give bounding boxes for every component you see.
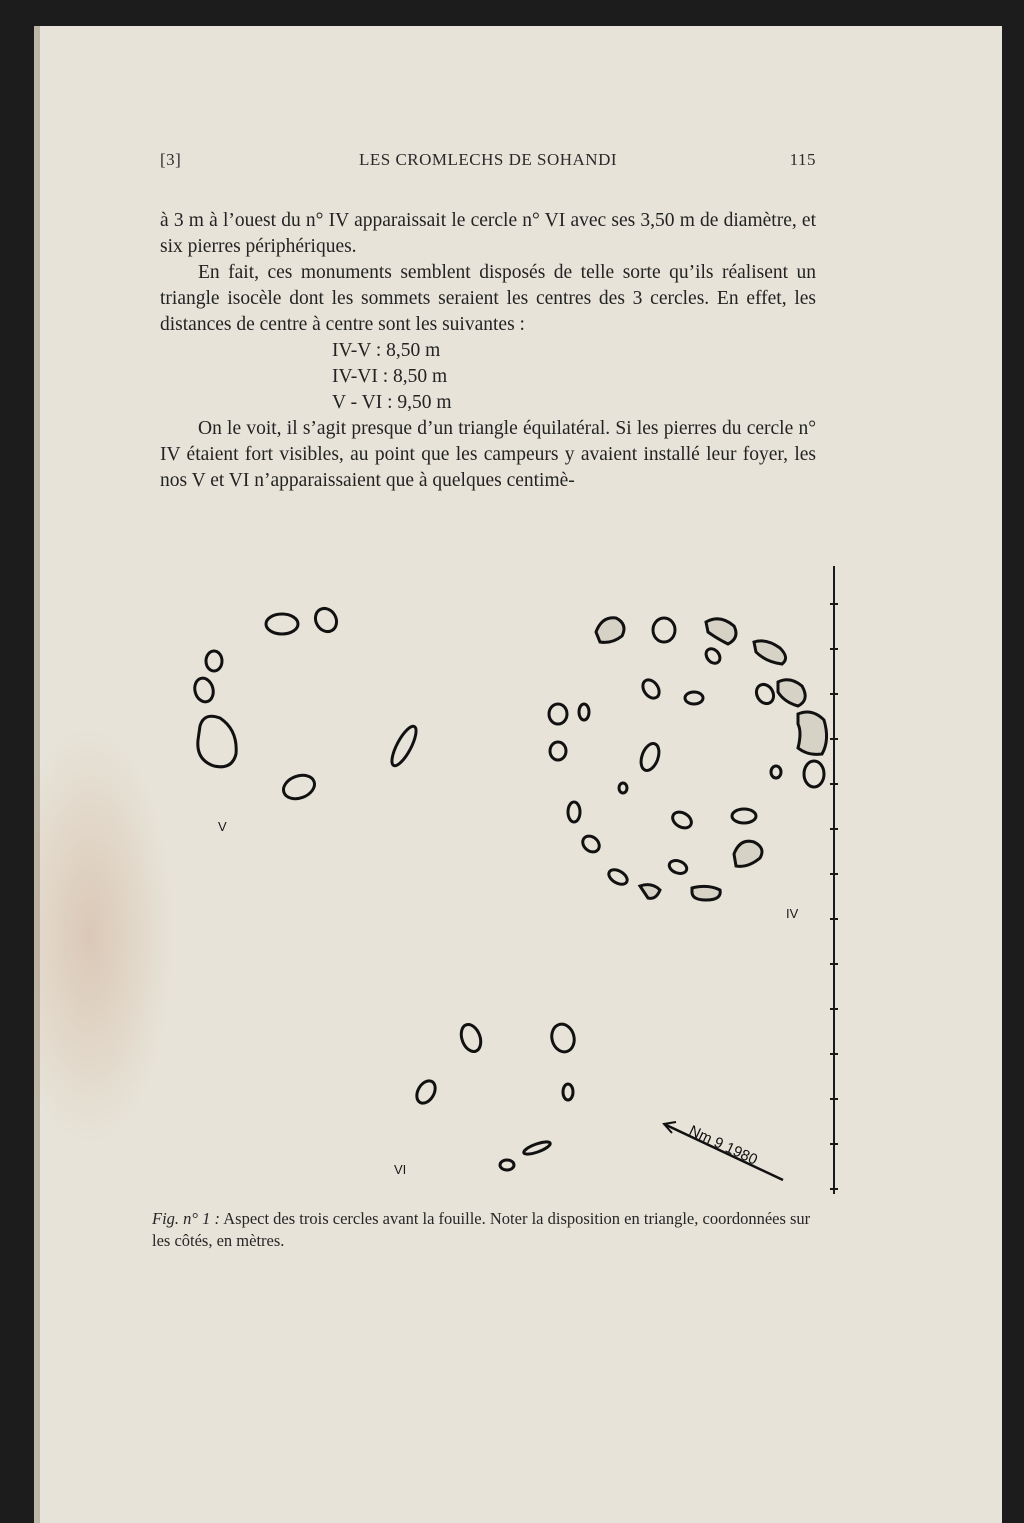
running-header [160, 150, 816, 174]
frame-ticks [126, 604, 838, 1194]
circle-v-label: V [218, 819, 227, 834]
paragraph-3: On le voit, il s’agit presque d’un triangle équilatéral. Si les pierres du cercle n° IV étaient fort visibles, au point que les campeurs y avaient installé leur foyer, les nos V et VI n’apparaissaient que à quelques centimè- [160, 418, 816, 491]
page-number: 115 [789, 150, 816, 169]
circle-iv-label: IV [786, 906, 799, 921]
paragraph-2: En fait, ces monuments semblent disposés de telle sorte qu’ils réalisent un triangle isocèle dont les sommets seraient les centres des 3 cercles. En effet, les distances de centre à centre sont les suivantes : [160, 262, 816, 335]
body-text [160, 208, 816, 494]
figure-caption [152, 1208, 822, 1252]
cromlech-plan-figure [86, 534, 856, 1194]
header-title: LES CROMLECHS DE SOHANDI [358, 150, 618, 169]
north-arrow-label: Nm 9 1980 [686, 1122, 760, 1169]
paragraph-1: à 3 m à l’ouest du n° IV apparaissait le cercle n° VI avec ses 3,50 m de diamètre, et six pierres périphériques. [160, 210, 816, 257]
distance-v-vi: V - VI : 9,50 m [332, 392, 452, 413]
north-arrow [664, 1122, 783, 1180]
distance-iv-v: IV-V : 8,50 m [332, 340, 441, 361]
circle-vi-stones [413, 1022, 577, 1170]
coordinate-frame [91, 566, 834, 1194]
circle-iv-stones [549, 618, 827, 900]
header-reference: [3] [160, 150, 182, 169]
circle-v-stones [192, 605, 420, 803]
figure-caption-label: Fig. n° 1 : [152, 1209, 221, 1228]
figure-caption-text: Aspect des trois cercles avant la fouille. Noter la disposition en triangle, coordonnées sur les côtés, en mètres. [152, 1209, 811, 1250]
circle-vi-label: VI [394, 1162, 407, 1177]
distance-iv-vi: IV-VI : 8,50 m [332, 366, 448, 387]
